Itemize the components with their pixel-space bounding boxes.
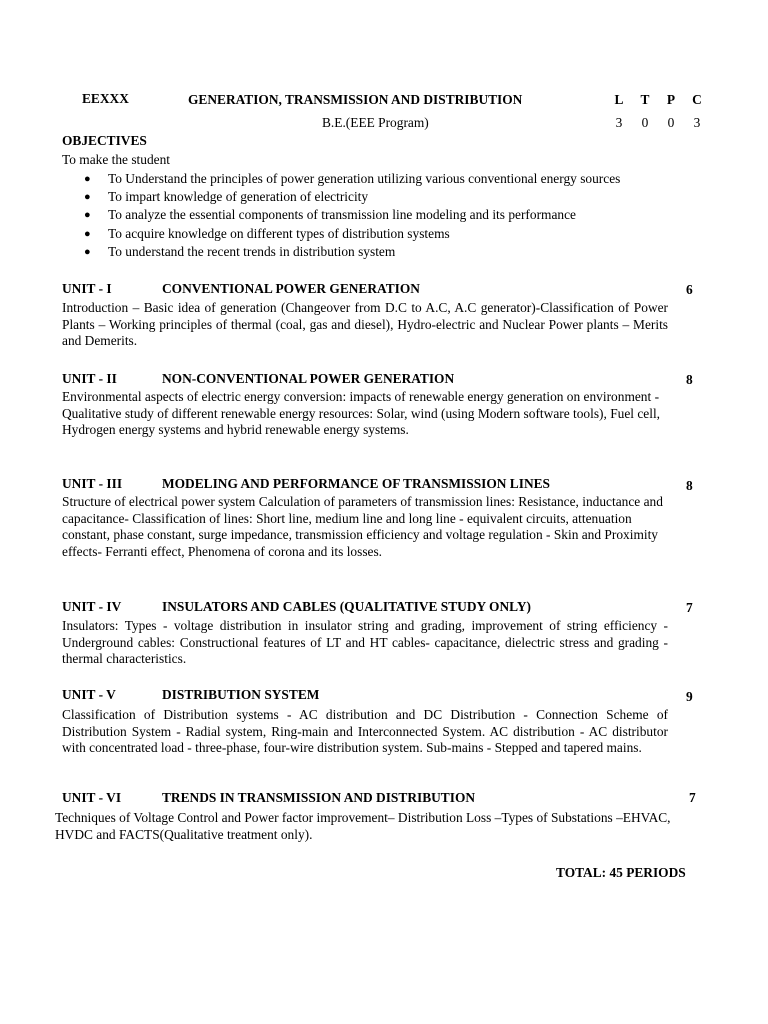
unit-hours: 9 [686, 689, 693, 704]
unit-content: Techniques of Voltage Control and Power factor improvement– Distribution Loss –Types of Substations –EHVAC, HVDC and FACTS(Qualitative treatment only). [55, 810, 671, 842]
unit-number: UNIT - IV [62, 599, 122, 614]
unit-title: CONVENTIONAL POWER GENERATION [162, 281, 420, 296]
unit-hours: 6 [686, 282, 693, 297]
unit-title: DISTRIBUTION SYSTEM [162, 687, 320, 702]
unit-number: UNIT - II [62, 371, 117, 386]
ltpc-value-l: 3 [615, 115, 623, 130]
ltpc-values [606, 115, 710, 131]
unit-number: UNIT - VI [62, 790, 122, 805]
unit-title: INSULATORS AND CABLES (QUALITATIVE STUDY ONLY) [162, 599, 531, 614]
unit-number: UNIT - I [62, 281, 112, 296]
bullet-icon: ● [84, 245, 91, 258]
unit-content: Insulators: Types - voltage distribution in insulator string and grading, improvement of string efficiency - Underground cables: Constructional features of LT and HT cables- capacitance, dielectric stress and grading - thermal characteristics. [62, 618, 668, 667]
objective-item: ● To impart knowledge of generation of electricity [84, 188, 620, 206]
objective-item: ● To analyze the essential components of transmission line modeling and its performance [84, 206, 620, 224]
unit-number: UNIT - V [62, 687, 116, 702]
objective-item: ● To understand the recent trends in distribution system [84, 243, 620, 261]
unit-hours: 8 [686, 372, 693, 387]
total-periods: TOTAL: 45 PERIODS [556, 865, 686, 880]
objectives-list [84, 170, 620, 261]
unit-title: TRENDS IN TRANSMISSION AND DISTRIBUTION [162, 790, 476, 805]
unit-hours: 7 [686, 600, 693, 615]
objective-item: ● To acquire knowledge on different types of distribution systems [84, 225, 620, 243]
unit-title: NON-CONVENTIONAL POWER GENERATION [162, 371, 455, 386]
bullet-icon: ● [84, 227, 91, 240]
ltpc-value-t: 0 [641, 115, 649, 130]
unit-hours: 7 [689, 790, 696, 805]
ltpc-value-p: 0 [667, 115, 675, 130]
ltpc-label-c: C [692, 92, 702, 107]
program-name: B.E.(EEE Program) [322, 115, 429, 130]
unit-content: Introduction – Basic idea of generation (Changeover from D.C to A.C, A.C generator)-Classification of Power Plants – Working principles of thermal (coal, gas and diesel), Hydro-electric and Nuclear Power plants – Merits and Demerits. [62, 300, 668, 349]
ltpc-label-l: L [614, 92, 624, 107]
ltpc-labels [606, 92, 710, 108]
objectives-heading: OBJECTIVES [62, 133, 147, 148]
ltpc-label-t: T [640, 92, 650, 107]
unit-hours: 8 [686, 478, 693, 493]
unit-title: MODELING AND PERFORMANCE OF TRANSMISSION LINES [162, 476, 551, 491]
bullet-icon: ● [84, 173, 91, 185]
course-title: GENERATION, TRANSMISSION AND DISTRIBUTION [188, 92, 523, 107]
objective-item: ● To Understand the principles of power generation utilizing various conventional energy sources [84, 170, 620, 188]
ltpc-label-p: P [666, 92, 676, 107]
bullet-icon: ● [84, 209, 91, 222]
unit-content: Environmental aspects of electric energy conversion: impacts of renewable energy generation on environment - Qualitative study of different renewable energy resources: Solar, wind (using Modern software tools), Fuel cell, Hydrogen energy systems and hybrid renewable energy systems. [62, 389, 661, 438]
bullet-icon: ● [84, 191, 91, 204]
unit-number: UNIT - III [62, 476, 123, 491]
ltpc-value-c: 3 [693, 115, 701, 130]
course-code: EEXXX [82, 91, 129, 106]
objectives-intro: To make the student [62, 152, 171, 167]
unit-content: Structure of electrical power system Calculation of parameters of transmission lines: Resistance, inductance and capacitance- Classification of lines: Short line, medium line and long line - equivalent circuits, attenuation constant, phase constant, surge impedance, transmission efficiency and voltage regulation - Skin and Proximity effects- Ferranti effect, Phenomena of corona and its losses. [62, 494, 663, 560]
unit-content: Classification of Distribution systems - AC distribution and DC Distribution - Connection Scheme of Distribution System - Radial system, Ring-main and Interconnected System. AC distribution - AC distributor with concentrated load - three-phase, four-wire distribution system. Sub-mains - Stepped and tapered mains. [62, 707, 668, 756]
